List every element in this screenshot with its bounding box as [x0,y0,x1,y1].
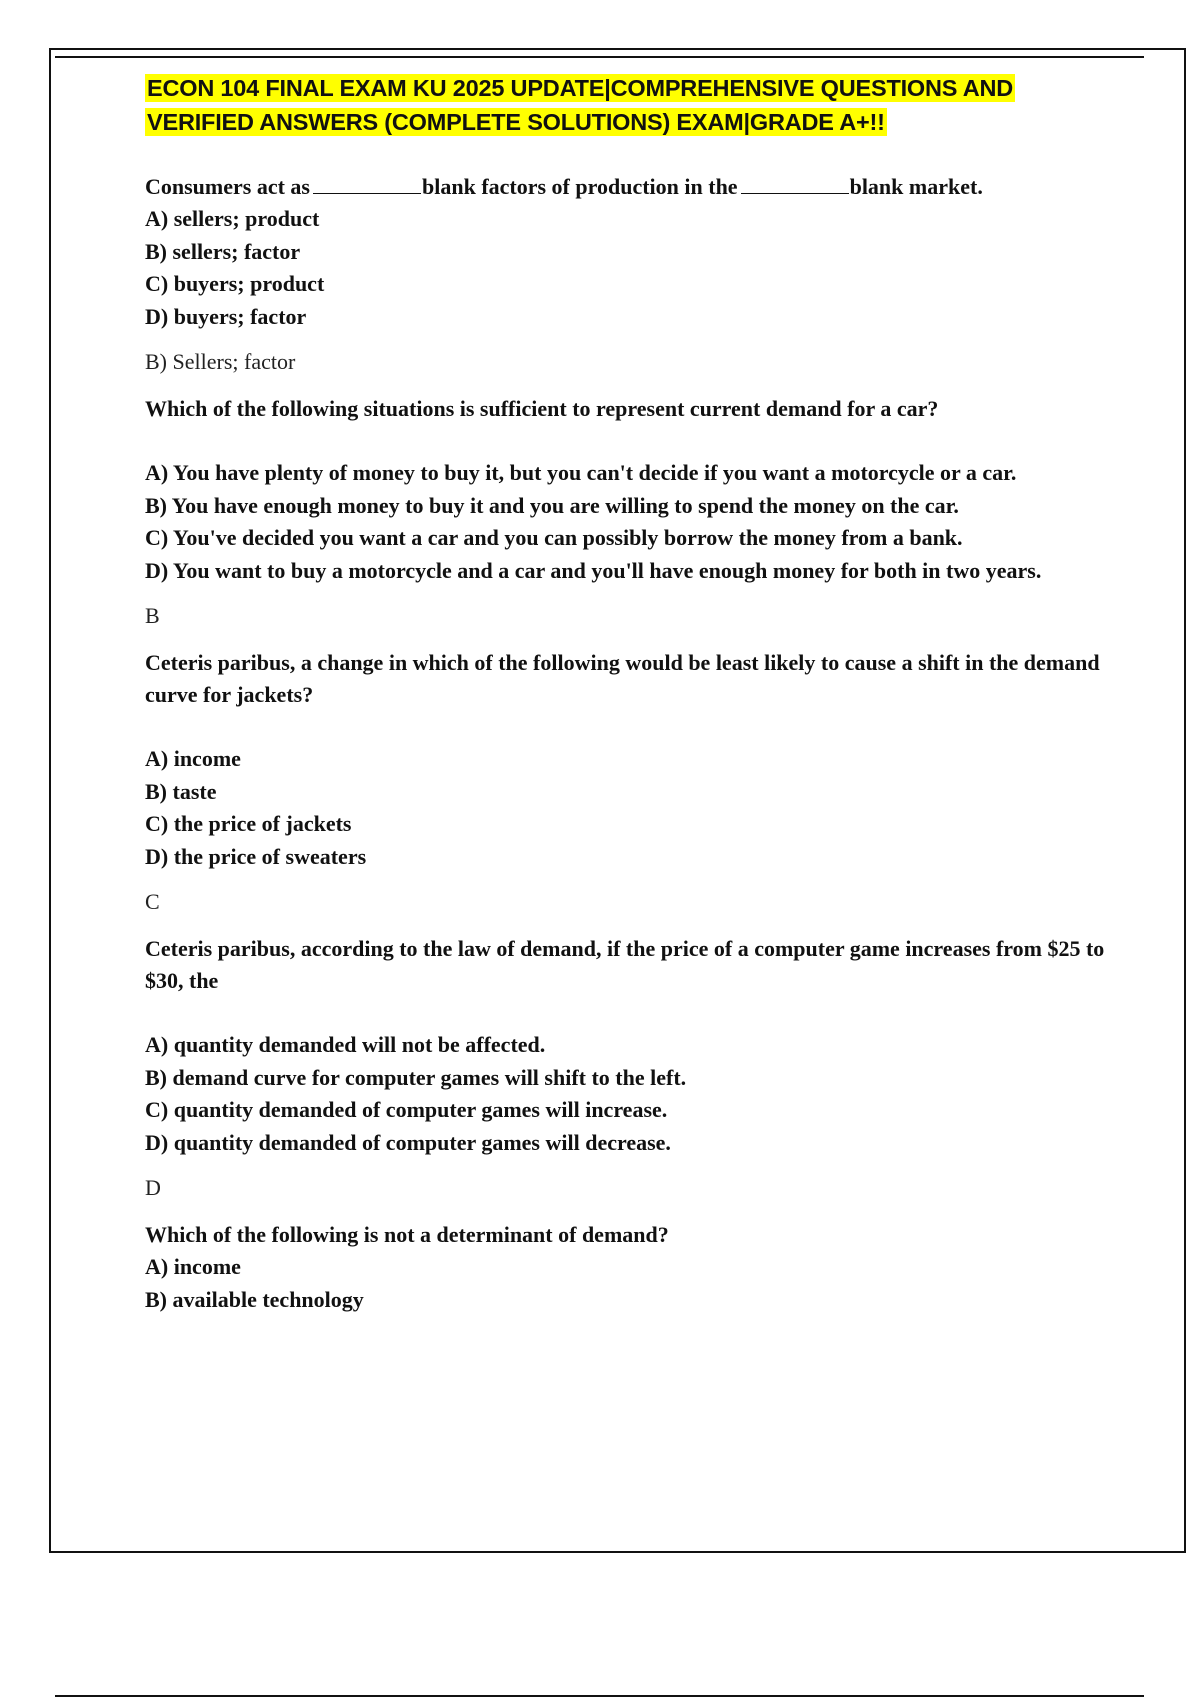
option: D) buyers; factor [145,303,307,329]
option: C) the price of jackets [145,811,352,836]
answer-4: D [145,1175,161,1200]
question-1-part-2: blank factors of production in the [422,174,738,199]
document-title [145,71,1105,139]
option: B) demand curve for computer games will shift to the left. [145,1064,687,1090]
question-2-options [145,457,1105,587]
question-2: Which of the following situations is sufficient to represent current demand for a car? [145,396,939,421]
question-4-options [145,1029,1105,1159]
option: B) available technology [145,1286,364,1312]
option: A) income [145,746,241,771]
question-1-part-1: Consumers act as [145,174,310,199]
option: A) sellers; product [145,206,320,231]
option: D) You want to buy a motorcycle and a car and you'll have enough money for both in two years. [145,557,1042,583]
document-body [145,71,1105,1316]
answer-blank [741,175,849,194]
option: B) You have enough money to buy it and you are willing to spend the money on the car. [145,492,959,518]
option: A) You have plenty of money to buy it, but you can't decide if you want a motorcycle or a car. [145,460,1017,485]
question-1 [145,171,1105,203]
question-3: Ceteris paribus, a change in which of the following would be least likely to cause a shift in the demand curve for jackets? [145,650,1100,707]
question-3-options [145,743,1105,873]
question-1-options [145,203,1105,333]
answer-blank [313,175,421,194]
title-line-2: VERIFIED ANSWERS (COMPLETE SOLUTIONS) EXAM|GRADE A+!! [147,109,885,135]
question-5: Which of the following is not a determinant of demand? [145,1222,669,1247]
answer-1: B) Sellers; factor [145,349,296,374]
title-line-1: ECON 104 FINAL EXAM KU 2025 UPDATE|COMPREHENSIVE QUESTIONS AND [147,75,1014,101]
question-5-options [145,1251,1105,1316]
option: A) income [145,1254,241,1279]
question-1-part-3: blank market. [849,174,983,199]
option: C) quantity demanded of computer games will increase. [145,1097,668,1122]
answer-2: B [145,603,160,628]
option: C) You've decided you want a car and you can possibly borrow the money from a bank. [145,525,963,550]
top-rule [55,56,1144,58]
bottom-rule [55,1695,1144,1697]
option: C) buyers; product [145,271,325,296]
answer-3: C [145,889,160,914]
option: D) quantity demanded of computer games will decrease. [145,1129,671,1155]
option: B) sellers; factor [145,238,301,264]
question-4: Ceteris paribus, according to the law of demand, if the price of a computer game increases from $25 to $30, the [145,936,1105,993]
option: B) taste [145,778,217,804]
option: D) the price of sweaters [145,843,367,869]
option: A) quantity demanded will not be affected. [145,1032,546,1057]
